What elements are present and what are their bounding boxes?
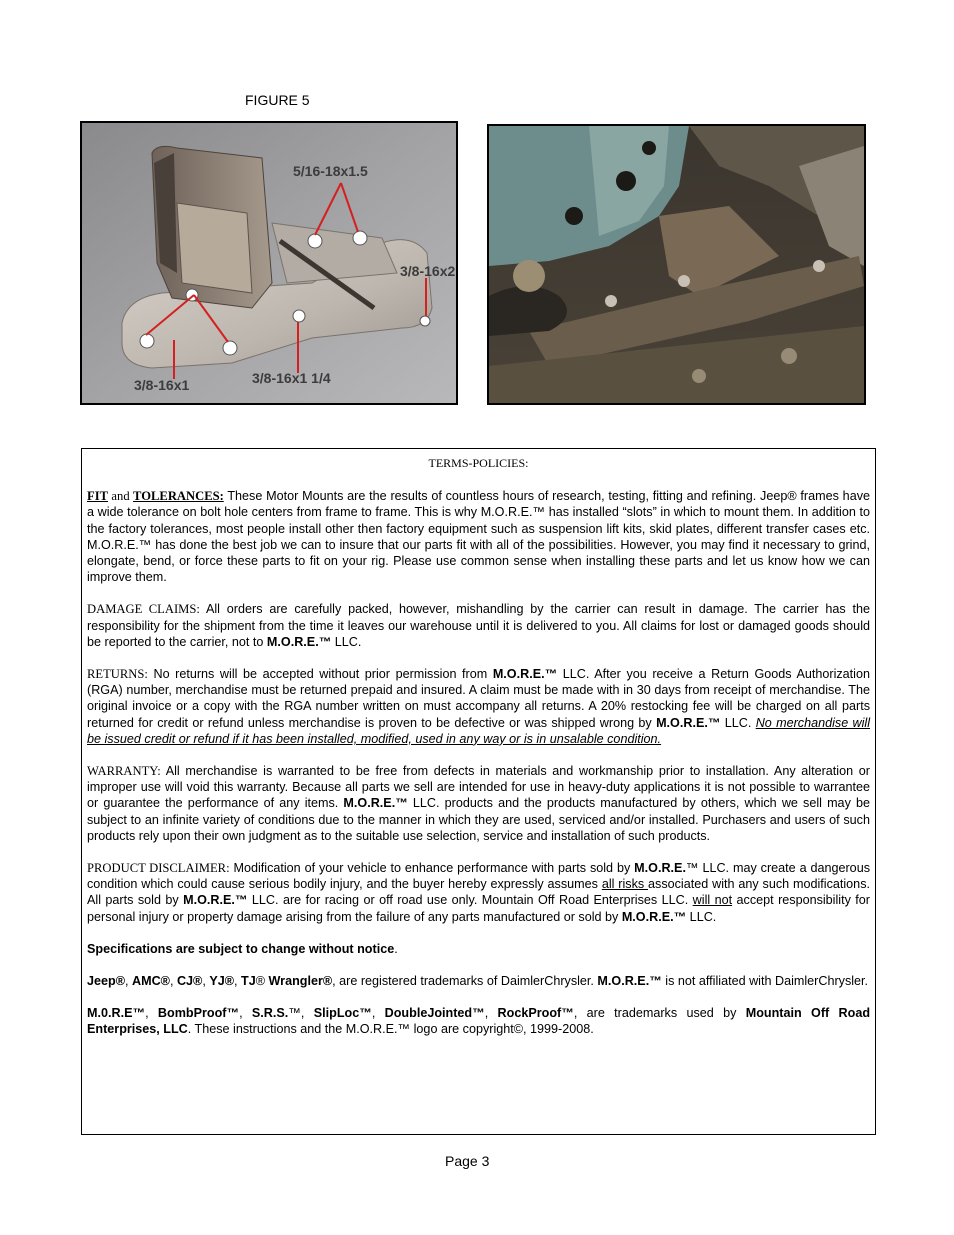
terms-title: TERMS-POLICIES: xyxy=(428,456,529,470)
returns-body-2: LLC. After you receive a Return Goods Authorization (RGA) number, merchandise must be returned prepaid and insured. A claim must be made with in 30 days from receipt of merchandise. The original invoice or a copy with the RGA number written on must accompany all returns. A 20% restocking fee will be charged on all parts returned for credit or refund unless merchandise is proven to be defective or was shipped wrong by xyxy=(87,667,870,730)
disclaimer-brand-2: M.O.R.E.™ xyxy=(183,893,248,908)
disclaimer-brand-1: M.O.R.E. xyxy=(634,861,686,876)
fit-body: These Motor Mounts are the results of countless hours of research, testing, fitting and refining. Jeep® frames have a wide tolerance on bolt hole centers from frame to frame. This is why M.O.R.E.™ has installed “slots” in which to mount them. In addition to the factory tolerances, most people install other then factory equipment such as suspension lift kits, skid plates, different transfer cases etc. M.O.R.E.™ has done the best job we can to insure that our parts fit with all of the possibilities. However, you may find it necessary to grind, elongate, bend, or force these parts to fit on your rig. Please use common sense when installing these parts and let us know how we can improve them. xyxy=(87,489,870,585)
warranty-brand: M.O.R.E.™ xyxy=(343,796,408,811)
fit-and-text: and xyxy=(108,489,134,504)
tm-sep-2: , xyxy=(169,974,177,989)
disclaimer-body-5: accept responsibility for personal injury or property damage arising from the failure of any parts manufactured or sold by xyxy=(87,893,870,924)
tm-tj: TJ xyxy=(241,974,256,989)
page-number: Page 3 xyxy=(445,1153,490,1169)
tm-body: , are registered trademarks of DaimlerChrysler. xyxy=(332,974,598,989)
tm-amc: AMC® xyxy=(131,974,170,989)
tm2-sep-5: , xyxy=(484,1006,498,1021)
warranty-body-2: LLC. products and the products manufactured by others, which we sell may be subject to an infinite variety of conditions due to the manner in which they are used, serviced and/or installed. Purchasers and users of such products rely upon their own judgment as to the suitable use selection, service and installation of such products. xyxy=(87,796,870,843)
warranty-body-1: All merchandise is warranted to be free from defects in materials and workmanship prior to installation. Any alteration or improper use will void this warranty. Because all parts we sell are intended for use in heavy-duty applications it is not possible to warrantee or guarantee the performance of any items. xyxy=(87,764,870,811)
callout-bolt-5-16: 5/16-18x1.5 xyxy=(293,163,368,179)
tm-yj: YJ® xyxy=(209,974,235,989)
callout-bolt-3-8x1-1-4: 3/8-16x1 1/4 xyxy=(252,370,331,386)
specs-bold: Specifications are subject to change without notice xyxy=(87,941,395,956)
tm-wrangler: Wrangler® xyxy=(268,974,333,989)
warranty-paragraph xyxy=(87,763,870,844)
fit-tolerances-paragraph xyxy=(87,488,870,585)
tm-cj: CJ® xyxy=(176,974,203,989)
disclaimer-brand-3: M.O.R.E.™ xyxy=(621,909,687,924)
callout-bolt-3-8x1: 3/8-16x1 xyxy=(134,377,190,393)
trademarks-more-paragraph xyxy=(87,1005,870,1037)
tm2-company: Mountain Off Road Enterprises, LLC xyxy=(87,1006,871,1037)
disclaimer-body-4: LLC. are for racing or off road use only. Mountain Off Road Enterprises LLC. xyxy=(247,893,693,908)
returns-paragraph xyxy=(87,666,870,747)
tm2-sliploc: SlipLoc™ xyxy=(313,1006,372,1021)
tm2-sep-3: ™, xyxy=(288,1006,314,1021)
trademarks-daimler-paragraph xyxy=(87,973,870,989)
tm-sep-3: , xyxy=(202,974,210,989)
terms-policies-box xyxy=(81,448,876,1135)
tm2-sep-4: , xyxy=(371,1006,385,1021)
tm-jeep: Jeep® xyxy=(87,974,125,989)
tm2-doublejointed: DoubleJointed™ xyxy=(384,1006,485,1021)
returns-brand-1: M.O.R.E.™ xyxy=(492,667,558,682)
returns-brand-2: M.O.R.E.™ xyxy=(656,715,721,730)
specifications-notice xyxy=(87,941,870,957)
disclaimer-heading: PRODUCT DISCLAIMER: xyxy=(87,861,230,876)
damage-brand: M.O.R.E.™ xyxy=(266,634,332,649)
returns-body-1: No returns will be accepted without prior permission from xyxy=(147,667,493,682)
tm2-sep-2: , xyxy=(239,1006,252,1021)
disclaimer-all-risks: all risks xyxy=(601,877,649,892)
warranty-heading: WARRANTY: xyxy=(87,764,161,779)
disclaimer-will-not: will not xyxy=(692,893,733,908)
tm2-sep-1: , xyxy=(145,1006,158,1021)
motor-mount-photo xyxy=(80,121,458,405)
tm-brand: M.O.R.E.™ xyxy=(597,974,662,989)
damage-heading: DAMAGE CLAIMS: xyxy=(87,602,200,617)
figure-label: FIGURE 5 xyxy=(245,92,310,108)
disclaimer-body-3: associated with any such modifications. All parts sold by xyxy=(87,877,870,908)
tm2-more: M.0.R.E™ xyxy=(87,1006,146,1021)
disclaimer-body-1: Modification of your vehicle to enhance performance with parts sold by xyxy=(229,861,635,876)
callout-bolt-3-8x2: 3/8-16x2 xyxy=(400,263,456,279)
terms-content xyxy=(87,455,870,1054)
damage-tail: LLC. xyxy=(331,634,362,649)
returns-emphasis: No merchandise will be issued credit or refund if it has been installed, modified, used in any way or is in unsalable condition. xyxy=(87,715,871,746)
tolerances-heading: TOLERANCES: xyxy=(133,489,224,504)
returns-heading: RETURNS: xyxy=(87,667,148,682)
installed-mount-photo xyxy=(487,124,866,405)
tm2-body: , are trademarks used by xyxy=(573,1006,746,1021)
tm2-srs: S.R.S. xyxy=(251,1006,289,1021)
returns-body-3: LLC. xyxy=(720,715,756,730)
fit-heading: FIT xyxy=(87,489,108,504)
damage-claims-paragraph xyxy=(87,601,870,650)
disclaimer-body-2: ™ LLC. may create a dangerous condition which could cause serious bodily injury, and the buyer hereby expressly assumes xyxy=(87,861,870,892)
tm-tail: is not affiliated with DaimlerChrysler. xyxy=(661,974,869,989)
tm2-bombproof: BombProof™ xyxy=(157,1006,240,1021)
disclaimer-tail: LLC. xyxy=(686,909,717,924)
specs-tail: . xyxy=(394,941,398,956)
product-disclaimer-paragraph xyxy=(87,860,870,925)
tm-mid: ® xyxy=(255,974,269,989)
tm-sep-4: , xyxy=(234,974,242,989)
damage-body: All orders are carefully packed, however, mishandling by the carrier can result in damage. The carrier has the responsibility for the shipment from the time it leaves our warehouse until it is delivered to you. All claims for lost or damaged goods should be reported to the carrier, not to xyxy=(87,602,870,649)
tm2-rockproof: RockProof™ xyxy=(497,1006,574,1021)
tm2-tail: . These instructions and the M.O.R.E.™ logo are copyright©, 1999-2008. xyxy=(187,1022,594,1037)
tm-sep-1: , xyxy=(124,974,132,989)
